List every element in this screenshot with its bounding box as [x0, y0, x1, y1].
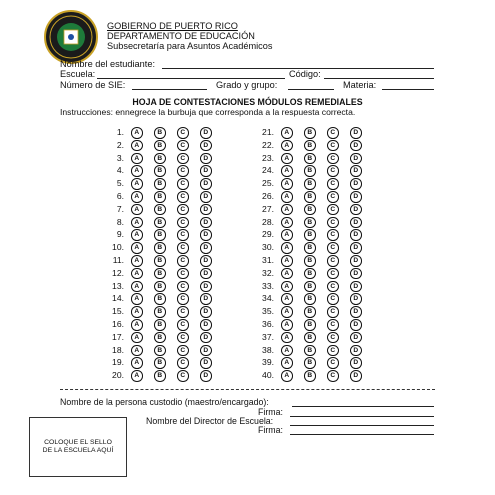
school-line[interactable]	[97, 78, 285, 79]
question-number: 20.	[112, 370, 124, 381]
instructions: Instrucciones: ennegrece la burbuja que corresponda a la respuesta correcta.	[60, 107, 356, 117]
answer-bubble-d[interactable]: D	[350, 140, 362, 152]
question-number: 21.	[262, 127, 274, 137]
question-row	[0, 126, 495, 138]
answer-bubble-a[interactable]: A	[281, 204, 293, 216]
answer-bubble-b[interactable]: B	[154, 204, 166, 216]
question-number: 35.	[262, 306, 274, 317]
answer-bubble-d[interactable]: D	[350, 204, 362, 216]
answer-bubble-d[interactable]: D	[350, 165, 362, 177]
answer-bubble-c[interactable]: C	[327, 217, 339, 229]
question-row	[0, 164, 495, 176]
answer-bubble-c[interactable]: C	[177, 332, 189, 344]
answer-bubble-b[interactable]: B	[154, 153, 166, 165]
question-number: 37.	[262, 331, 274, 342]
answer-bubble-d[interactable]: D	[350, 293, 362, 305]
school-stamp-box	[29, 417, 127, 477]
question-number: 16.	[112, 319, 124, 329]
answer-bubble-a[interactable]: A	[131, 332, 143, 344]
answer-bubble-a[interactable]: A	[281, 281, 293, 293]
answer-bubble-c[interactable]: C	[177, 345, 189, 357]
answer-bubble-d[interactable]: D	[200, 153, 212, 165]
answer-bubble-a[interactable]: A	[281, 319, 293, 331]
answer-bubble-d[interactable]: D	[350, 191, 362, 203]
answer-bubble-a[interactable]: A	[281, 293, 293, 305]
sie-number-line[interactable]	[132, 89, 207, 90]
answer-bubble-b[interactable]: B	[304, 165, 316, 177]
code-label: Código:	[289, 69, 321, 79]
answer-bubble-d[interactable]: D	[350, 255, 362, 267]
grade-group-line[interactable]	[288, 89, 334, 90]
answer-bubble-b[interactable]: B	[154, 165, 166, 177]
answer-bubble-c[interactable]: C	[327, 140, 339, 152]
question-number: 40.	[262, 370, 274, 381]
answer-bubble-a[interactable]: A	[281, 268, 293, 280]
question-number: 30.	[262, 242, 274, 253]
question-row	[0, 177, 495, 189]
question-number: 13.	[112, 280, 124, 291]
answer-bubble-a[interactable]: A	[131, 306, 143, 318]
question-row	[0, 331, 495, 343]
answer-bubble-d[interactable]: D	[350, 268, 362, 280]
answer-bubble-a[interactable]: A	[131, 127, 143, 139]
answer-bubble-c[interactable]: C	[177, 255, 189, 267]
answer-bubble-c[interactable]: C	[177, 178, 189, 190]
answer-bubble-a[interactable]: A	[131, 345, 143, 357]
answer-bubble-b[interactable]: B	[304, 268, 316, 280]
answer-bubble-d[interactable]: D	[200, 370, 212, 382]
question-number: 6.	[116, 191, 124, 201]
answer-bubble-b[interactable]: B	[304, 191, 316, 203]
answer-bubble-c[interactable]: C	[327, 293, 339, 305]
answer-bubble-b[interactable]: B	[304, 319, 316, 331]
question-number: 29.	[262, 229, 274, 240]
answer-bubble-b[interactable]: B	[304, 217, 316, 229]
question-number: 25.	[262, 178, 274, 189]
answer-bubble-a[interactable]: A	[131, 281, 143, 293]
answer-bubble-c[interactable]: C	[177, 242, 189, 254]
question-number: 3.	[116, 152, 124, 163]
answer-bubble-c[interactable]: C	[177, 140, 189, 152]
answer-bubble-b[interactable]: B	[304, 293, 316, 305]
header-government: GOBIERNO DE PUERTO RICO	[107, 21, 238, 31]
question-number: 7.	[116, 203, 124, 214]
signature-line-1[interactable]	[290, 416, 434, 417]
question-number: 17.	[112, 331, 124, 342]
question-row	[0, 254, 495, 266]
answer-bubble-c[interactable]: C	[327, 127, 339, 139]
answer-bubble-d[interactable]: D	[350, 217, 362, 229]
signature-line-2[interactable]	[290, 434, 434, 435]
answer-bubble-b[interactable]: B	[154, 178, 166, 190]
answer-bubble-b[interactable]: B	[304, 140, 316, 152]
question-row	[0, 267, 495, 279]
question-number: 23.	[262, 152, 274, 163]
answer-bubble-c[interactable]: C	[177, 319, 189, 331]
answer-bubble-d[interactable]: D	[350, 319, 362, 331]
answer-bubble-a[interactable]: A	[131, 191, 143, 203]
answer-bubble-b[interactable]: B	[304, 332, 316, 344]
answer-bubble-b[interactable]: B	[154, 255, 166, 267]
answer-bubble-b[interactable]: B	[154, 319, 166, 331]
answer-bubble-d[interactable]: D	[200, 345, 212, 357]
answer-bubble-d[interactable]: D	[200, 319, 212, 331]
answer-bubble-c[interactable]: C	[327, 229, 339, 241]
answer-bubble-d[interactable]: D	[200, 306, 212, 318]
answer-bubble-d[interactable]: D	[350, 332, 362, 344]
answer-bubble-d[interactable]: D	[200, 242, 212, 254]
question-number: 38.	[262, 344, 274, 355]
answer-bubble-d[interactable]: D	[200, 217, 212, 229]
answer-bubble-a[interactable]: A	[131, 293, 143, 305]
question-row	[0, 152, 495, 164]
question-row	[0, 139, 495, 151]
answer-bubble-c[interactable]: C	[177, 370, 189, 382]
stamp-text-line2: DE LA ESCUELA AQUÍ	[42, 447, 114, 454]
answer-bubble-d[interactable]: D	[200, 165, 212, 177]
question-number: 26.	[262, 191, 274, 201]
answer-bubble-c[interactable]: C	[177, 217, 189, 229]
question-number: 27.	[262, 203, 274, 214]
question-number: 12.	[112, 267, 124, 278]
code-line[interactable]	[324, 78, 434, 79]
answer-bubble-c[interactable]: C	[177, 293, 189, 305]
answer-bubble-d[interactable]: D	[350, 281, 362, 293]
question-number: 39.	[262, 357, 274, 368]
question-row	[0, 241, 495, 253]
answer-bubble-d[interactable]: D	[200, 293, 212, 305]
answer-bubble-d[interactable]: D	[350, 178, 362, 190]
answer-bubble-c[interactable]: C	[327, 255, 339, 267]
answer-bubble-c[interactable]: C	[327, 345, 339, 357]
answer-bubble-c[interactable]: C	[327, 204, 339, 216]
subject-line[interactable]	[382, 89, 434, 90]
answer-bubble-a[interactable]: A	[131, 153, 143, 165]
question-number: 11.	[112, 255, 124, 265]
answer-bubble-a[interactable]: A	[131, 140, 143, 152]
answer-bubble-d[interactable]: D	[350, 370, 362, 382]
answer-bubble-c[interactable]: C	[177, 204, 189, 216]
answer-bubble-b[interactable]: B	[154, 293, 166, 305]
custodian-label: Nombre de la persona custodio (maestro/encargado):	[60, 397, 269, 407]
question-row	[0, 356, 495, 368]
question-number: 32.	[262, 267, 274, 278]
answer-bubble-c[interactable]: C	[327, 165, 339, 177]
question-row	[0, 344, 495, 356]
answer-bubble-d[interactable]: D	[350, 345, 362, 357]
answer-bubble-c[interactable]: C	[327, 319, 339, 331]
answer-bubble-d[interactable]: D	[200, 178, 212, 190]
question-row	[0, 190, 495, 202]
answer-bubble-b[interactable]: B	[154, 281, 166, 293]
question-number: 33.	[262, 280, 274, 291]
answer-bubble-b[interactable]: B	[304, 345, 316, 357]
question-number: 19.	[112, 357, 124, 368]
director-label: Nombre del Director de Escuela:	[146, 416, 274, 426]
answer-bubble-c[interactable]: C	[177, 268, 189, 280]
answer-bubble-c[interactable]: C	[327, 268, 339, 280]
answer-bubble-b[interactable]: B	[304, 127, 316, 139]
answer-bubble-c[interactable]: C	[327, 306, 339, 318]
government-seal-icon	[44, 10, 98, 64]
sie-number-label: Número de SIE:	[60, 80, 126, 90]
answer-bubble-c[interactable]: C	[327, 242, 339, 254]
answer-bubble-a[interactable]: A	[131, 268, 143, 280]
question-number: 5.	[116, 178, 124, 189]
answer-bubble-d[interactable]: D	[200, 255, 212, 267]
question-row	[0, 216, 495, 228]
question-number: 18.	[112, 344, 124, 355]
answer-bubble-c[interactable]: C	[327, 191, 339, 203]
question-row	[0, 318, 495, 330]
question-number: 1.	[116, 127, 124, 137]
answer-bubble-c[interactable]: C	[177, 191, 189, 203]
answer-bubble-a[interactable]: A	[281, 127, 293, 139]
custodian-line[interactable]	[292, 406, 434, 407]
answer-bubble-b[interactable]: B	[154, 191, 166, 203]
answer-bubble-a[interactable]: A	[281, 332, 293, 344]
answer-bubble-c[interactable]: C	[327, 332, 339, 344]
answer-bubble-d[interactable]: D	[350, 127, 362, 139]
answer-bubble-b[interactable]: B	[154, 242, 166, 254]
answer-bubble-a[interactable]: A	[281, 242, 293, 254]
answer-bubble-a[interactable]: A	[131, 255, 143, 267]
answer-bubble-a[interactable]: A	[131, 217, 143, 229]
answer-bubble-b[interactable]: B	[154, 357, 166, 369]
question-number: 14.	[112, 293, 124, 304]
answer-bubble-b[interactable]: B	[304, 357, 316, 369]
answer-bubble-a[interactable]: A	[131, 357, 143, 369]
answer-bubble-a[interactable]: A	[131, 204, 143, 216]
answer-bubble-b[interactable]: B	[154, 229, 166, 241]
question-number: 10.	[112, 242, 124, 253]
header-department: DEPARTAMENTO DE EDUCACIÓN	[107, 31, 255, 41]
question-row	[0, 292, 495, 304]
answer-bubble-a[interactable]: A	[131, 319, 143, 331]
answer-bubble-d[interactable]: D	[350, 229, 362, 241]
subject-label: Materia:	[343, 80, 377, 90]
answer-bubble-a[interactable]: A	[281, 217, 293, 229]
answer-bubble-b[interactable]: B	[154, 217, 166, 229]
answer-sheet-title: HOJA DE CONTESTACIONES MÓDULOS REMEDIALES	[132, 97, 363, 107]
answer-bubble-b[interactable]: B	[304, 242, 316, 254]
answer-bubble-b[interactable]: B	[154, 268, 166, 280]
answer-bubble-c[interactable]: C	[177, 357, 189, 369]
grade-group-label: Grado y grupo:	[216, 80, 278, 90]
answer-bubble-d[interactable]: D	[200, 229, 212, 241]
answer-bubble-a[interactable]: A	[281, 357, 293, 369]
answer-bubble-b[interactable]: B	[304, 306, 316, 318]
question-row	[0, 203, 495, 215]
answer-bubble-d[interactable]: D	[350, 242, 362, 254]
answer-bubble-d[interactable]: D	[350, 306, 362, 318]
question-row	[0, 280, 495, 292]
answer-bubble-d[interactable]: D	[200, 357, 212, 369]
answer-bubble-c[interactable]: C	[327, 178, 339, 190]
answer-bubble-d[interactable]: D	[200, 332, 212, 344]
answer-bubble-b[interactable]: B	[304, 204, 316, 216]
answer-bubble-a[interactable]: A	[281, 255, 293, 267]
answer-bubble-b[interactable]: B	[154, 370, 166, 382]
question-number: 8.	[116, 216, 124, 227]
answer-bubble-a[interactable]: A	[281, 191, 293, 203]
director-line[interactable]	[290, 425, 434, 426]
answer-bubble-c[interactable]: C	[327, 153, 339, 165]
answer-bubble-b[interactable]: B	[154, 127, 166, 139]
question-row	[0, 305, 495, 317]
question-number: 22.	[262, 139, 274, 150]
answer-bubble-d[interactable]: D	[200, 281, 212, 293]
answer-bubble-a[interactable]: A	[281, 178, 293, 190]
answer-bubble-a[interactable]: A	[131, 370, 143, 382]
question-number: 34.	[262, 293, 274, 304]
answer-bubble-c[interactable]: C	[177, 127, 189, 139]
answer-bubble-c[interactable]: C	[177, 153, 189, 165]
divider-dashed	[60, 389, 435, 390]
answer-bubble-b[interactable]: B	[304, 281, 316, 293]
answer-bubble-c[interactable]: C	[177, 229, 189, 241]
answer-bubble-d[interactable]: D	[200, 268, 212, 280]
question-number: 24.	[262, 165, 274, 176]
answer-bubble-b[interactable]: B	[304, 178, 316, 190]
answer-bubble-b[interactable]: B	[304, 229, 316, 241]
answer-bubble-d[interactable]: D	[350, 153, 362, 165]
question-number: 2.	[116, 139, 124, 150]
question-number: 9.	[116, 229, 124, 240]
question-number: 28.	[262, 216, 274, 227]
question-number: 36.	[262, 319, 274, 329]
answer-bubble-a[interactable]: A	[281, 165, 293, 177]
answer-bubble-a[interactable]: A	[281, 153, 293, 165]
answer-bubble-a[interactable]: A	[131, 178, 143, 190]
answer-bubble-d[interactable]: D	[200, 191, 212, 203]
answer-bubble-a[interactable]: A	[281, 229, 293, 241]
student-name-label: Nombre del estudiante:	[60, 59, 155, 69]
answer-bubble-b[interactable]: B	[304, 153, 316, 165]
answer-bubble-d[interactable]: D	[200, 127, 212, 139]
answer-bubble-b[interactable]: B	[154, 345, 166, 357]
answer-bubble-b[interactable]: B	[154, 306, 166, 318]
signature-label-1: Firma:	[258, 407, 283, 417]
question-number: 4.	[116, 165, 124, 176]
answer-bubble-a[interactable]: A	[281, 306, 293, 318]
answer-bubble-a[interactable]: A	[131, 242, 143, 254]
answer-bubble-a[interactable]: A	[131, 229, 143, 241]
answer-bubble-a[interactable]: A	[281, 140, 293, 152]
header-subsecretary: Subsecretaría para Asuntos Académicos	[107, 41, 273, 51]
answer-bubble-b[interactable]: B	[154, 332, 166, 344]
answer-bubble-b[interactable]: B	[154, 140, 166, 152]
answer-bubble-c[interactable]: C	[177, 281, 189, 293]
answer-bubble-d[interactable]: D	[200, 204, 212, 216]
answer-bubble-c[interactable]: C	[327, 357, 339, 369]
answer-bubble-a[interactable]: A	[131, 165, 143, 177]
answer-bubble-d[interactable]: D	[350, 357, 362, 369]
question-number: 31.	[262, 255, 274, 265]
answer-bubble-c[interactable]: C	[177, 165, 189, 177]
answer-bubble-c[interactable]: C	[177, 306, 189, 318]
signature-label-2: Firma:	[258, 425, 283, 435]
stamp-text-line1: COLOQUE EL SELLO	[44, 439, 112, 446]
answer-bubble-c[interactable]: C	[327, 370, 339, 382]
question-row	[0, 228, 495, 240]
question-row	[0, 369, 495, 381]
question-number: 15.	[112, 306, 124, 317]
answer-bubble-a[interactable]: A	[281, 370, 293, 382]
answer-bubble-d[interactable]: D	[200, 140, 212, 152]
answer-bubble-a[interactable]: A	[281, 345, 293, 357]
answer-bubble-b[interactable]: B	[304, 370, 316, 382]
answer-bubble-b[interactable]: B	[304, 255, 316, 267]
school-label: Escuela:	[60, 69, 96, 79]
answer-bubble-c[interactable]: C	[327, 281, 339, 293]
